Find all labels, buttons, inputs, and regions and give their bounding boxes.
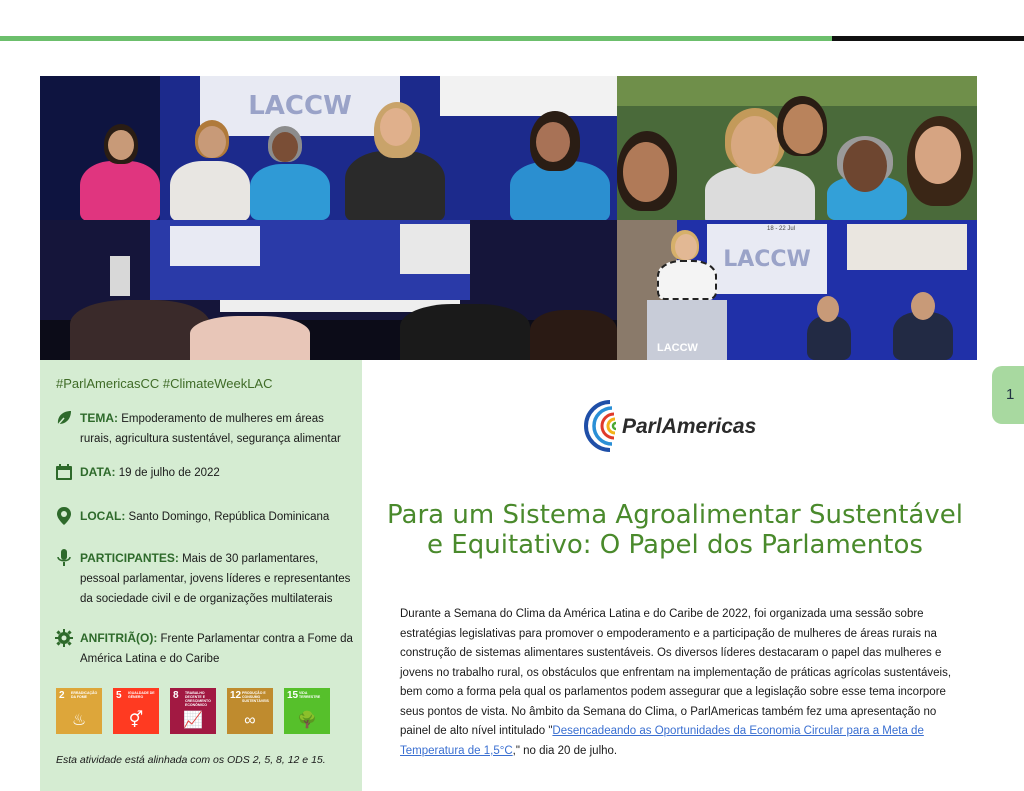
anfitriao-value: Frente Parlamentar contra a Fome da América Latina e do Caribe xyxy=(80,633,353,665)
local-label: LOCAL: xyxy=(80,509,126,523)
event-screen-2: LACCW xyxy=(707,224,827,294)
sdg-badges xyxy=(56,688,330,734)
sdg-glyph-icon: ⚥ xyxy=(128,712,144,729)
photo-panel-discussion xyxy=(40,76,617,220)
sdg-title: IGUALDADE DE GÊNERO xyxy=(128,691,155,699)
gear-icon xyxy=(54,628,74,648)
sdg-number: 8 xyxy=(173,690,179,701)
sdg-glyph-icon: ∞ xyxy=(244,712,256,729)
body-text-after: ," no dia 20 de julho. xyxy=(512,744,618,757)
parlamericas-logo xyxy=(580,398,780,454)
anfitriao-label: ANFITRIÃ(O): xyxy=(80,631,158,645)
page-number: 1 xyxy=(1006,386,1015,403)
sdg-number: 12 xyxy=(230,690,242,701)
sdg-badge-15 xyxy=(284,688,330,734)
participantes-value: Mais de 30 parlamentares, pessoal parlamentar, jovens líderes e representantes da sociedade civil e de organizações multilaterais xyxy=(80,553,351,605)
location-pin-icon xyxy=(54,506,74,526)
calendar-icon xyxy=(54,462,74,482)
sdg-badge-12 xyxy=(227,688,273,734)
info-local xyxy=(54,506,354,527)
podium-sign: LACCW xyxy=(657,342,698,354)
sdg-badge-5 xyxy=(113,688,159,734)
info-participantes xyxy=(54,548,354,609)
local-value: Santo Domingo, República Dominicana xyxy=(128,511,330,523)
tema-value: Empoderamento de mulheres em áreas rurais, agricultura sustentável, segurança alimentar xyxy=(80,413,341,445)
participantes-label: PARTICIPANTES: xyxy=(80,551,179,565)
top-accent-bar-dark xyxy=(832,36,1024,41)
sdg-badge-2 xyxy=(56,688,102,734)
sdg-title: VIDA TERRESTRE xyxy=(299,691,321,699)
event-screen: LACCW xyxy=(200,76,400,136)
sdg-glyph-icon: ♨ xyxy=(71,712,87,729)
photo-collage xyxy=(40,76,977,360)
body-paragraph xyxy=(400,605,960,761)
data-label: DATA: xyxy=(80,465,116,479)
photo-speaker-podium xyxy=(617,220,977,360)
panel-link[interactable]: Desencadeando as Oportunidades da Economia Circular para a Meta de Temperatura de 1,5°C xyxy=(400,725,924,757)
sdg-number: 2 xyxy=(59,690,65,701)
sdg-glyph-icon: 🌳 xyxy=(297,712,317,729)
sdg-title: ERRADICAÇÃO DA FOME xyxy=(71,691,98,699)
top-accent-bar xyxy=(0,36,832,41)
event-info-panel xyxy=(40,360,362,791)
photo-group-selfie xyxy=(617,76,977,220)
info-data xyxy=(54,462,354,483)
info-anfitriao xyxy=(54,628,354,669)
page-title: Para um Sistema Agroalimentar Sustentável e Equitativo: O Papel dos Parlamentos xyxy=(387,500,963,560)
page-number-tab xyxy=(992,366,1024,424)
sdg-title: TRABALHO DECENTE E CRESCIMENTO ECONÔMICO xyxy=(185,691,211,707)
event-date-sign: 18 - 22 Jul xyxy=(767,226,796,232)
leaf-icon xyxy=(54,408,74,428)
photo-audience xyxy=(40,220,617,360)
sdg-alignment-note: Esta atividade está alinhada com os ODS 2, 5, 8, 12 e 15. xyxy=(56,754,326,766)
data-value: 19 de julho de 2022 xyxy=(118,467,220,479)
microphone-icon xyxy=(54,548,74,568)
logo-text: ParlAmericas xyxy=(622,415,757,438)
sdg-number: 15 xyxy=(287,690,299,701)
sdg-title: PRODUÇÃO E CONSUMO SUSTENTÁVEIS xyxy=(242,691,269,703)
hashtags: #ParlAmericasCC #ClimateWeekLAC xyxy=(56,376,273,391)
sdg-badge-8 xyxy=(170,688,216,734)
tema-label: TEMA: xyxy=(80,411,118,425)
body-text-before: Durante a Semana do Clima da América Latina e do Caribe de 2022, foi organizada uma sessão sobre estratégias legislativas para promover o empoderamento e a participação de mulheres de áreas rurais na construção de sistemas alimentares sustentáveis. Os diversos líderes destacaram o papel das mulheres e jovens no trabalho rural, os obstáculos que enfrentam na implementação de práticas agrícolas sustentáveis, bem como a forma pela qual os parlamentos podem assegurar que a legislação sobre esse tema incorpore seus pontos de vista. No âmbito da Semana do Clima, o ParlAmericas também fez uma apresentação no painel de alto nível intitulado " xyxy=(400,608,952,737)
sdg-glyph-icon: 📈 xyxy=(183,712,203,729)
info-tema xyxy=(54,408,354,449)
sdg-number: 5 xyxy=(116,690,122,701)
